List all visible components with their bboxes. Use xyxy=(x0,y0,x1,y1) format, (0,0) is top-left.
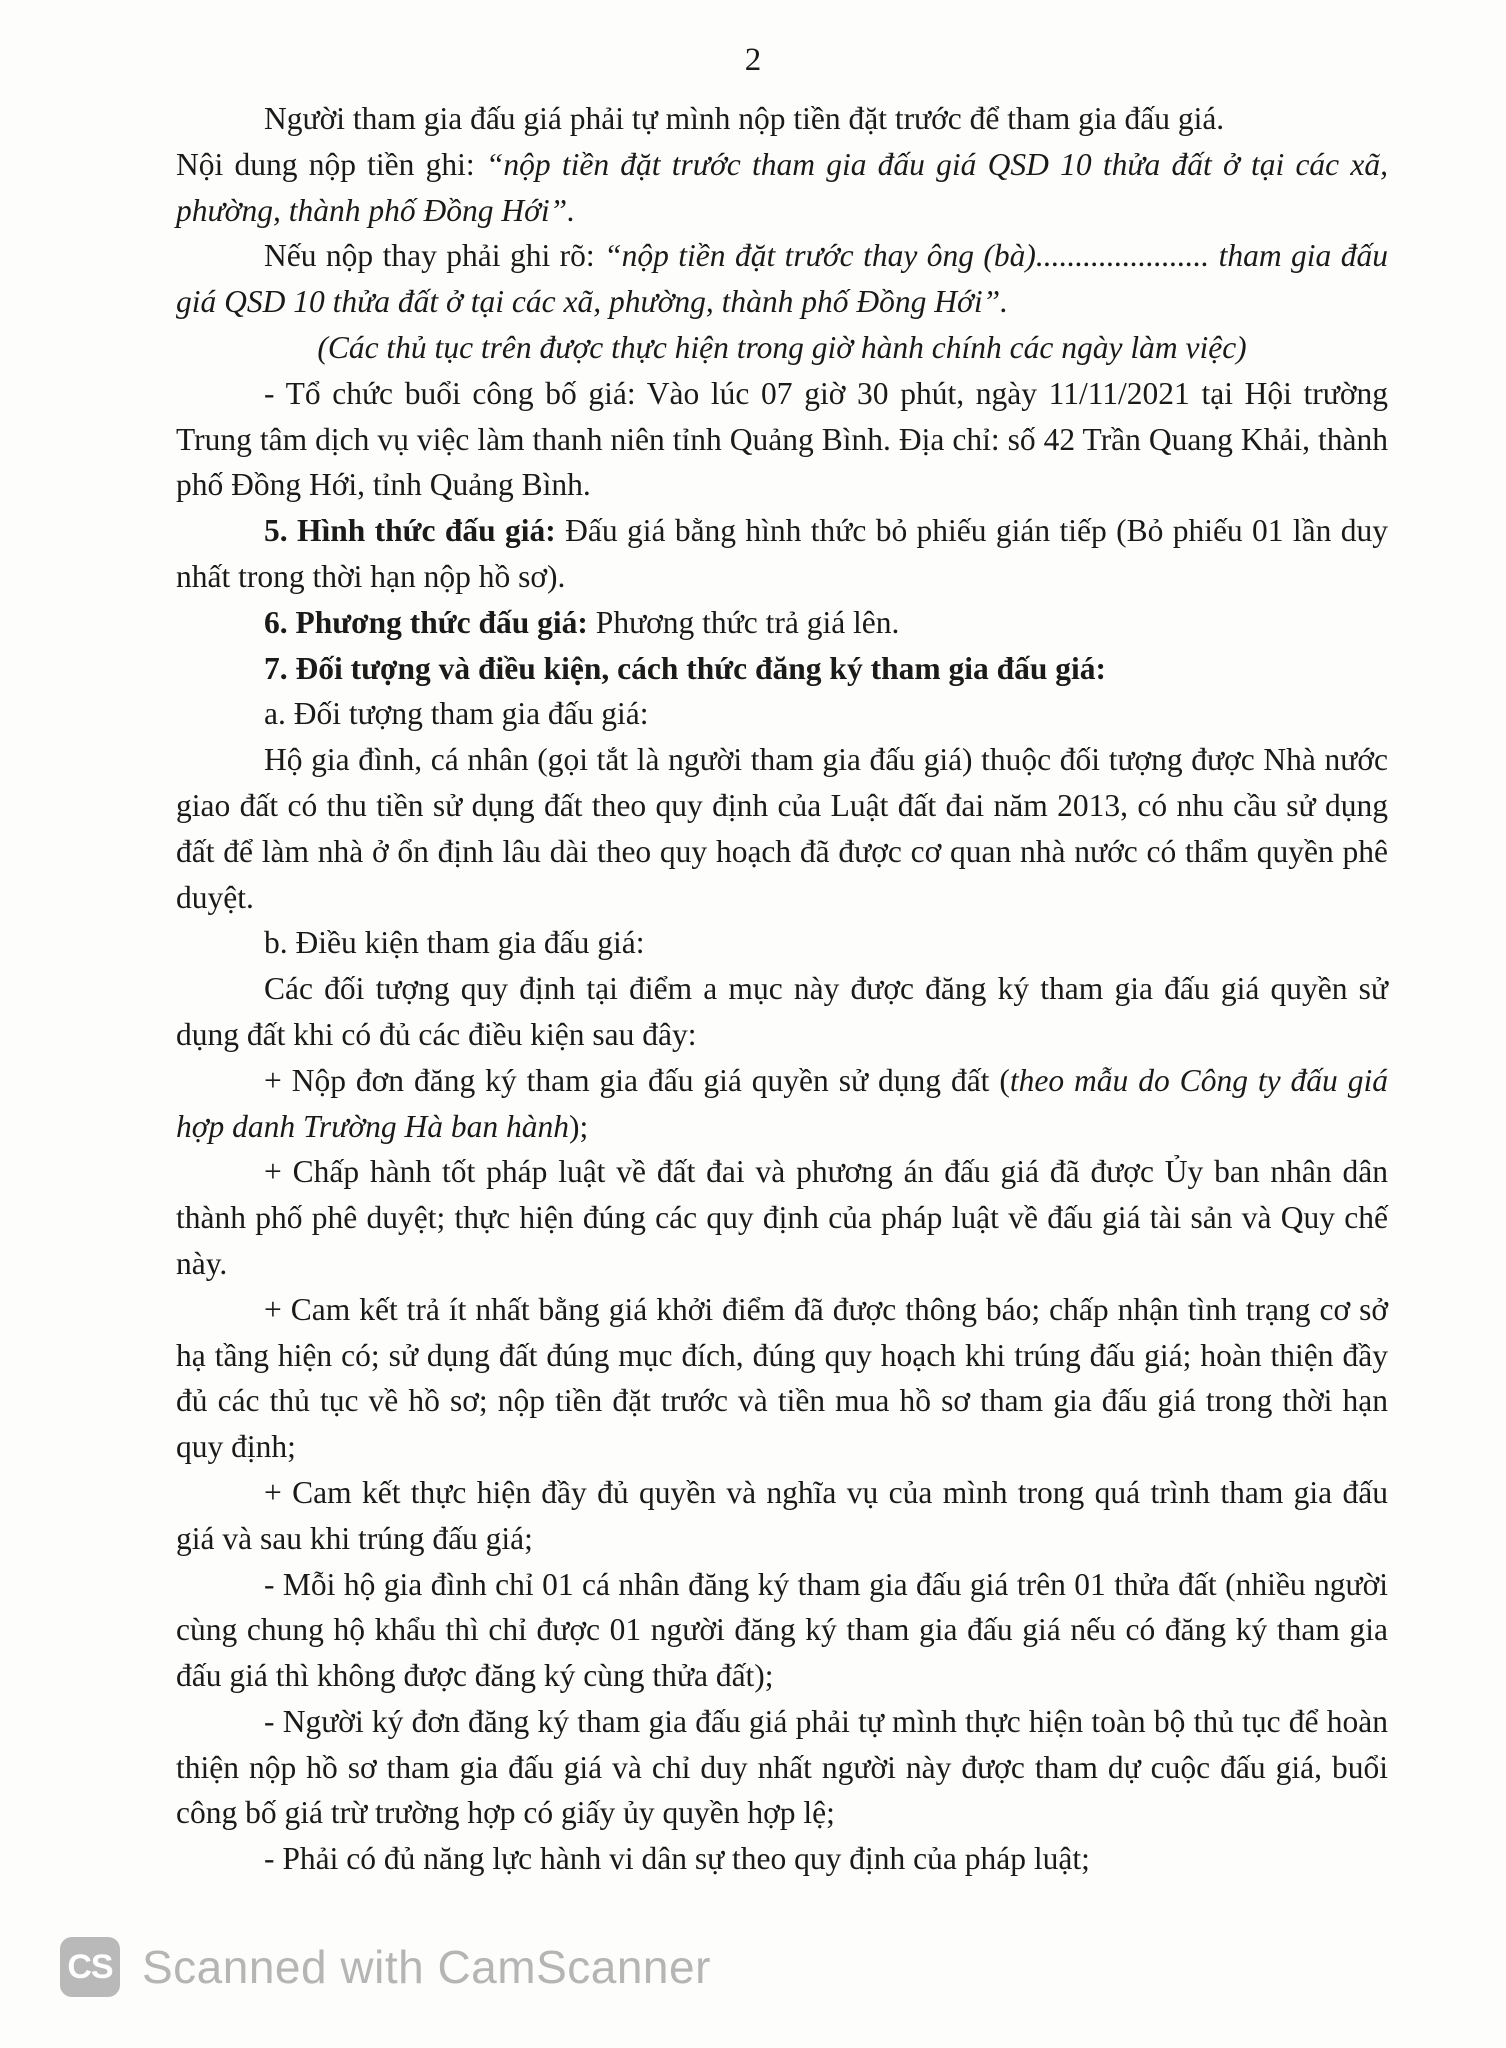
section-auction-form xyxy=(176,508,1388,600)
subsection-conditions: b. Điều kiện tham gia đấu giá: xyxy=(264,925,645,961)
section-auction-method xyxy=(176,600,1388,646)
section-auction-method-heading: 6. Phương thức đấu giá: xyxy=(264,604,588,640)
paragraph-participants-description: Hộ gia đình, cá nhân (gọi tắt là người tham gia đấu giá) thuộc đối tượng được Nhà nước giao đất có thu tiền sử dụng đất theo quy định của Luật đất đai năm 2013, có nhu cầu sử dụng đất để làm nhà ở ổn định lâu dài theo quy hoạch đã được cơ quan nhà nước có thẩm quyền phê duyệt. xyxy=(176,742,1388,915)
condition-application-note: theo mẫu do Công ty đấu giá hợp danh Trường Hà ban hành xyxy=(176,1062,1389,1144)
paragraph-deposit-proxy xyxy=(176,233,1388,325)
condition-comply-law: + Chấp hành tốt pháp luật về đất đai và phương án đấu giá đã được Ủy ban nhân dân thành phố phê duyệt; thực hiện đúng các quy định của pháp luật về đấu giá tài sản và Quy chế này. xyxy=(176,1154,1388,1281)
condition-one-per-household: - Mỗi hộ gia đình chỉ 01 cá nhân đăng ký tham gia đấu giá trên 01 thửa đất (nhiều người cùng chung hộ khẩu thì chỉ được 01 người đăng ký tham gia đấu giá nếu có đăng ký tham gia đấu giá thì không được đăng ký cùng thửa đất); xyxy=(176,1566,1388,1694)
subsection-participants: a. Đối tượng tham gia đấu giá: xyxy=(264,696,649,732)
paragraph-price-announcement: - Tổ chức buổi công bố giá: Vào lúc 07 giờ 30 phút, ngày 11/11/2021 tại Hội trường Trung tâm dịch vụ việc làm thanh niên tỉnh Quảng Bình. Địa chỉ: số 42 Trần Quang Khải, thành phố Đồng Hới, tỉnh Quảng Bình. xyxy=(176,375,1388,503)
camscanner-watermark-text: Scanned with CamScanner xyxy=(142,1941,711,1993)
paragraph-conditions-intro: Các đối tượng quy định tại điểm a mục này được đăng ký tham gia đấu giá quyền sử dụng đất khi có đủ các điều kiện sau đây: xyxy=(176,971,1388,1052)
camscanner-watermark xyxy=(60,1936,711,1998)
deposit-proxy-note: “nộp tiền đặt trước thay ông (bà)...................... tham gia đấu giá QSD 10 thửa đất ở tại các xã, phường, thành phố Đồng Hới”. xyxy=(176,238,1388,320)
paragraph-office-hours-note: (Các thủ tục trên được thực hiện trong giờ hành chính các ngày làm việc) xyxy=(317,329,1247,365)
deposit-content-note: “nộp tiền đặt trước tham gia đấu giá QSD 10 thửa đất ở tại các xã, phường, thành phố Đồng Hới”. xyxy=(176,146,1388,228)
document-body xyxy=(176,96,1388,1882)
deposit-proxy-lead: Nếu nộp thay phải ghi rõ: xyxy=(264,238,605,274)
condition-civil-capacity: - Phải có đủ năng lực hành vi dân sự theo quy định của pháp luật; xyxy=(264,1841,1090,1877)
condition-application-lead: + Nộp đơn đăng ký tham gia đấu giá quyền sử dụng đất ( xyxy=(264,1062,1010,1098)
condition-commit-price: + Cam kết trả ít nhất bằng giá khởi điểm đã được thông báo; chấp nhận tình trạng cơ sở hạ tầng hiện có; sử dụng đất đúng mục đích, đúng quy hoạch khi trúng đấu giá; hoàn thiện đầy đủ các thủ tục về hồ sơ; nộp tiền đặt trước và tiền mua hồ sơ tham gia đấu giá trong thời hạn quy định; xyxy=(176,1291,1388,1465)
condition-commit-obligations: + Cam kết thực hiện đầy đủ quyền và nghĩa vụ của mình trong quá trình tham gia đấu giá và sau khi trúng đấu giá; xyxy=(176,1474,1388,1556)
deposit-content-lead: Nội dung nộp tiền ghi: xyxy=(176,146,486,182)
section-participants-heading: 7. Đối tượng và điều kiện, cách thức đăng ký tham gia đấu giá: xyxy=(264,650,1106,686)
paragraph-deposit-content xyxy=(176,142,1388,234)
section-auction-form-text: Đấu giá bằng hình thức bỏ phiếu gián tiếp (Bỏ phiếu 01 lần duy nhất trong thời hạn nộp hồ sơ). xyxy=(176,513,1388,594)
page-number: 2 xyxy=(744,42,762,78)
condition-application-form xyxy=(176,1058,1388,1150)
paragraph-deposit-self: Người tham gia đấu giá phải tự mình nộp tiền đặt trước để tham gia đấu giá. xyxy=(264,101,1225,136)
section-auction-form-heading: 5. Hình thức đấu giá: xyxy=(264,513,556,549)
condition-signer-self: - Người ký đơn đăng ký tham gia đấu giá phải tự mình thực hiện toàn bộ thủ tục để hoàn thiện nộp hồ sơ tham gia đấu giá và chỉ duy nhất người này được tham dự cuộc đấu giá, buổi công bố giá trừ trường hợp có giấy ủy quyền hợp lệ; xyxy=(176,1703,1388,1831)
camscanner-logo-icon: CS xyxy=(60,1937,120,1997)
section-auction-method-text: Phương thức trả giá lên. xyxy=(587,604,900,640)
condition-application-tail: ); xyxy=(568,1108,589,1144)
